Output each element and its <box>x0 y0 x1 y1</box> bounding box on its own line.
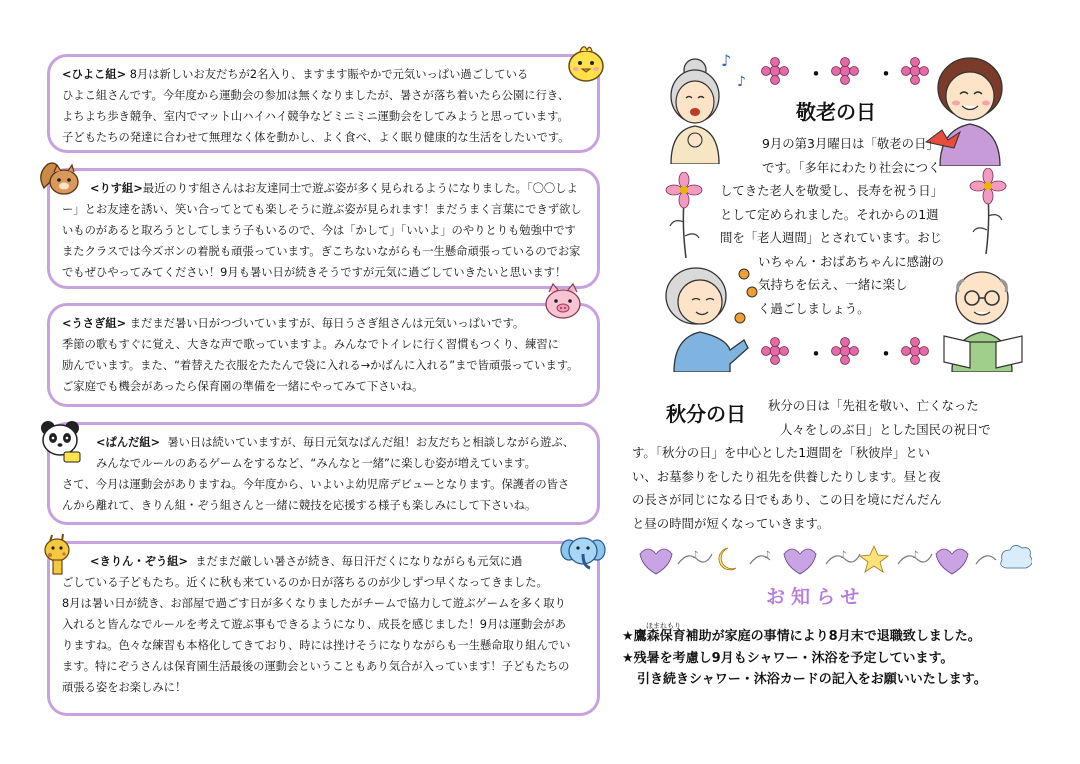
notice-line: ★残暑を考慮し9月もシャワー・沐浴を予定しています。 <box>622 650 954 666</box>
keiro-line: 気持ちを伝え、一緒に楽し <box>758 277 908 292</box>
keiro-deco-dot-4: ・ <box>876 342 896 366</box>
flower-icon <box>762 58 929 85</box>
flower-icon <box>762 338 929 365</box>
usagi-line-3: 励んでいます。また、“着替えた衣服をたたんで袋に入れる→かばんに入れる”まで皆頑張っています。 <box>62 359 579 372</box>
risu-section <box>47 168 600 289</box>
pig-icon <box>540 282 586 322</box>
notice-ruby: ほまれもり <box>646 622 681 630</box>
keiro-deco-dot-3: ・ <box>806 342 826 366</box>
shubun-line: い、お墓参りをしたり祖先を供養したりします。昼と夜 <box>632 468 941 484</box>
keiro-deco-bottom <box>760 336 930 366</box>
panda-line-1: <ぱんだ組> 暑い日は続いていますが、毎日元気なぱんだ組！お友だちと相談しながら遊ぶ、 <box>96 436 575 449</box>
panda-line-4: んから離れて、きりん組・ぞう組さんと一緒に競技を応援する様子も楽しみにして下さいね。 <box>62 499 537 512</box>
risu-line-1: <りす組>最近のりす組さんはお友達同士で遊ぶ姿が多く見られるようになりました。「〇〇しよ <box>90 182 578 195</box>
keiro-line: してきた老人を敬愛し、長寿を祝う日」 <box>720 183 944 198</box>
usagi-title: <うさぎ組> <box>62 317 127 330</box>
giraffe-icon <box>40 532 80 576</box>
kirin-zou-section <box>47 541 600 716</box>
keiro-deco-dot-2: ・ <box>876 62 896 86</box>
kirin-zou-line-3: 8月は暑い日が続き、お部屋で過ごす日が多くなりましたがチームで協力して遊ぶゲームを多く取り <box>62 597 566 610</box>
shubun-line: 人々をしのぶ日」とした国民の祝日で <box>780 421 991 437</box>
svg-text:♪: ♪ <box>840 550 847 561</box>
svg-text:♪: ♪ <box>764 550 771 561</box>
panda-title: <ぱんだ組> <box>96 436 161 449</box>
squirrel-icon <box>36 158 84 198</box>
cosmos-flower-left-icon <box>664 172 704 258</box>
keiro-title: 敬老の日 <box>796 100 876 124</box>
hiyoko-line-4: 子どもたちの発達に合わせて無理なく体を動かし、よく食べ、よく眠り健康的な生活をしたいです。 <box>62 131 570 144</box>
keiro-deco-top <box>760 56 930 86</box>
shubun-line: の長さが同じになる日でもあり、この日を境にだんだん <box>632 492 942 507</box>
usagi-line-4: ご家庭でも機会があったら保育園の準備を一緒にやってみて下さいね。 <box>62 380 424 393</box>
hiyoko-line-1: <ひよこ組> 8月は新しいお友だちが2名入り、ますます賑やかで元気いっぱい過ごしている <box>62 68 529 81</box>
shubun-title: 秋分の日 <box>666 402 746 426</box>
cosmos-flower-right-icon <box>968 168 1008 254</box>
kirin-zou-line-5: りますね。色々な練習も本格化してきており、時には挫けそうになりながらも一生懸命取り組んでい <box>62 639 571 652</box>
notice-text <box>622 622 987 691</box>
risu-line-5: でもぜひやってみてください！9月も暑い日が続きそうですが元気に過ごしていきたいと思います！ <box>62 266 567 279</box>
usagi-section <box>47 303 600 407</box>
risu-title: <りす組> <box>90 182 143 195</box>
usagi-line-1: <うさぎ組> まだまだ暑い日がつづいていますが、毎日うさぎ組さんは元気いっぱいです。 <box>62 317 525 330</box>
notice-line: ★鷹森保育補助が家庭の事情により8月末で退職致しました。 <box>622 629 981 644</box>
kirin-zou-title: <きりん・ぞう組> <box>90 555 189 568</box>
svg-text:♪: ♪ <box>912 550 919 561</box>
keiro-line: です。「多年にわたり社会につく <box>762 159 941 175</box>
keiro-line: 間を「老人週間」とされています。おじ <box>720 230 943 245</box>
svg-text:♪: ♪ <box>692 550 699 561</box>
svg-text:♪: ♪ <box>721 52 732 70</box>
hiyoko-title: <ひよこ組> <box>62 68 127 81</box>
risu-line-3: いものがあると取ろうとしてしまう子もいるので、今は「かして」「いいよ」のやりとりも勉強中です <box>62 224 576 237</box>
notice-title: お知らせ <box>766 586 866 608</box>
kirin-zou-line-1: <きりん・ぞう組> まだまだ厳しい暑さが続き、毎日汗だくになりながらも元気に過 <box>90 555 523 568</box>
shubun-line: す。「秋分の日」を中心とした1週間を「秋彼岸」とい <box>632 445 931 460</box>
kirin-zou-line-6: ます。特にぞうさんは保育園生活最後の運動会ということもあり気合が入っています！子どもたちの <box>62 660 570 673</box>
usagi-line-2: 季節の歌もすぐに覚え、大きな声で歌っていますよ。みんなでトイレに行く習慣もつくり、練習に <box>62 338 559 351</box>
hiyoko-section <box>47 54 600 153</box>
keiro-line: として定められました。それからの1週 <box>720 206 939 222</box>
keiro-line: いちゃん・おばあちゃんに感謝の <box>758 253 944 269</box>
panda-section <box>47 422 600 525</box>
shubun-line: と昼の時間が短くなっていきます。 <box>632 515 830 531</box>
decorative-border-icon <box>636 542 1032 576</box>
panda-line-3: さて、今月は運動会がありますね。今年度から、いよいよ幼児席デビューとなります。保護者の皆さ <box>62 478 570 491</box>
hiyoko-line-3: よちよち歩き競争、室内でマット山ハイハイ競争などミニミニ運動会をしてみようと思っています。 <box>62 110 569 123</box>
elephant-icon <box>560 532 606 576</box>
risu-line-4: またクラスでは今ズボンの着脱も頑張っています。ぎこちないながらも一生懸命頑張っているのでお家 <box>62 245 581 258</box>
kirin-zou-line-7: 頑張る姿をお楽しみに！ <box>62 681 187 694</box>
shubun-text <box>632 394 991 535</box>
panda-line-2: みんなでルールのあるゲームをするなど、“みんなと一緒”に楽しむ姿が増えています。 <box>96 457 536 470</box>
grandfather-reading-illustration <box>934 262 1026 372</box>
hiyoko-line-2: ひよこ組さんです。今年度から運動会の参加は無くなりましたが、暑さが落ち着いたら公園に行き、 <box>62 89 570 102</box>
risu-line-2: ー」とお友達を誘い、笑い合ってとても楽しそうに遊ぶ姿が見られます！まだうまく言葉にできず欲し <box>62 203 582 216</box>
keiro-line: く過ごしましょう。 <box>758 300 870 316</box>
panda-icon <box>38 418 84 464</box>
keiro-line: 9月の第3月曜日は「敬老の日」 <box>762 136 939 151</box>
shubun-line: 秋分の日は「先祖を敬い、亡くなった <box>768 398 979 413</box>
notice-line: 引き続きシャワー・沐浴カードの記入をお願いいたします。 <box>637 672 987 687</box>
grandmother-juggling-illustration <box>660 262 760 372</box>
svg-text:♪: ♪ <box>737 74 746 90</box>
keiro-deco-dot-1: ・ <box>806 62 826 86</box>
chick-icon <box>564 42 608 84</box>
kirin-zou-line-4: 入れると皆んなでルールを考えて遊ぶ事もできるようになり、成長を感じました！9月は運動会があ <box>62 618 567 631</box>
kirin-zou-line-2: ごしている子どもたち。近くに秋も来ているのか日が落ちるのが少しずつ早くなってきました。 <box>62 576 548 589</box>
